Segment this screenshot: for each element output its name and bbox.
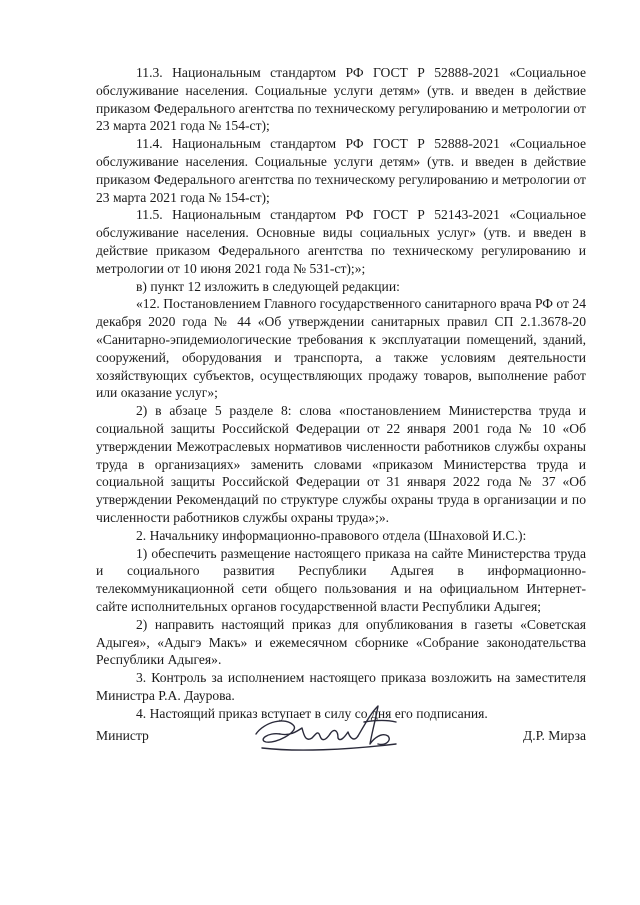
document-body [96,64,586,722]
paragraph-order-4: 4. Настоящий приказ вступает в силу со дня его подписания. [136,705,488,721]
paragraph-order-2: 2. Начальнику информационно-правового отдела (Шнаховой И.С.): [136,527,527,543]
paragraph-point-12: «12. Постановлением Главного государственного санитарного врача РФ от 24 декабря 2020 года № 44 «Об утверждении санитарных правил СП 2.1.3678-20 «Санитарно-эпидемиологические требования к эксплуатации помещений, зданий, сооружений, оборудования и транспорта, а также условиям деятельности хозяйствующих субъектов, осуществляющих продажу товаров, выполнение работ или оказание услуг»; [96,296,586,401]
handwritten-signature [246,692,426,772]
paragraph-11-4: 11.4. Национальным стандартом РФ ГОСТ Р 52888-2021 «Социальное обслуживание населения. Социальные услуги детям» (утв. и введен в действие приказом Федерального агентства по техническому регулированию и метрологии от 23 марта 2021 года № 154-ст); [96,136,586,205]
paragraph-11-5: 11.5. Национальным стандартом РФ ГОСТ Р 52143-2021 «Социальное обслуживание населения. Основные виды социальных услуг» (утв. и введен в действие приказом Федерального агентства по техническому регулированию и метрологии от 10 июня 2021 года № 531-ст);»; [96,207,586,276]
signatory-name: Д.Р. Мирза [522,728,586,743]
paragraph-order-3: 3. Контроль за исполнением настоящего приказа возложить на заместителя Министра Р.А. Даурова. [96,670,586,703]
paragraph-section-8: 2) в абзаце 5 разделе 8: слова «постановлением Министерства труда и социальной защиты Российской Федерации от 22 января 2001 года № 10 «Об утверждении Межотраслевых нормативов численности работников службы охраны труда в организациях» заменить словами «приказом Министерства труда и социальной защиты Российской Федерации от 31 января 2022 года № 37 «Об утверждении Рекомендаций по структуре службы охраны труда в организации и по численности работников службы охраны труда»;». [96,403,586,525]
paragraph-order-2-2: 2) направить настоящий приказ для опубликования в газеты «Советская Адыгея», «Адыгэ Макъ» и ежемесячном сборнике «Собрание законодательства Республики Адыгея». [96,616,586,668]
paragraph-point-12-intro: в) пункт 12 изложить в следующей редакции: [136,278,400,294]
paragraph-11-3: 11.3. Национальным стандартом РФ ГОСТ Р 52888-2021 «Социальное обслуживание населения. Социальные услуги детям» (утв. и введен в действие приказом Федерального агентства по техническому регулированию и метрологии от 23 марта 2021 года № 154-ст); [96,65,586,134]
paragraph-order-2-1: 1) обеспечить размещение настоящего приказа на сайте Министерства труда и социального развития Республики Адыгея в информационно-телекоммуникационной сети общего пользования и на официальном Интернет-сайте исполнительных органов государственной власти Республики Адыгея; [96,545,586,614]
signatory-title: Министр [96,728,149,743]
signature-block [96,722,586,782]
